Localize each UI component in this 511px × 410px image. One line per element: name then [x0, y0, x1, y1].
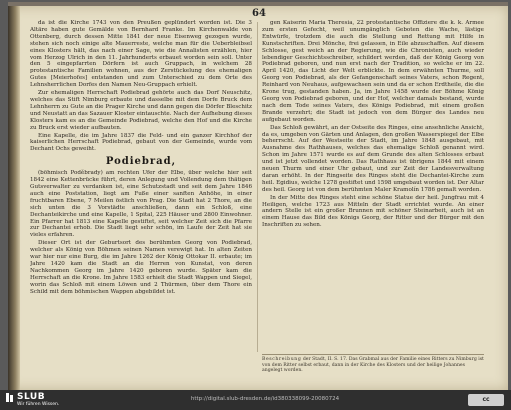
right-paragraph: Das Schloß gewährt, an der Ostseite des Ringes, eine ansehnliche Ansicht, da es, umgeben von Gärten und Anlagen, den großen Wasserspiegel der Elbe beherrscht. Auf der Westseite der Stadt, im Jahre 1848 ausgebaut, mit Ausnahme des Rathhauses, welches das ehemalige Schloß genannt wird. Schon im Jahre 1571 wurde es auf dem Grunde des alten Schlosses erbaut und ist jetzt vollendet worden. Das Rathhaus ist übrigens 1844 mit einem neuen Thurm und einer Uhr gebaut, und zur Zeit der Landesverwaltung daran erhöht. In der Ringseite des Ringes steht die Dechantei-Kirche zum heil. Egidius, welche 1278 gestiftet und 1598 umgebaut worden ist. Der Altar des heil. Georg ist von dem berühmten Maler Kramolín 1786 gemalt worden. [262, 124, 484, 193]
permalink-url[interactable]: http://digital.slub-dresden.de/id380338099-20080724 [190, 396, 340, 402]
left-paragraph: Zur ehemaligen Herrschaft Podiebrad gehörte auch das Dorf Neuschitz, welches das Stift Nimburg erbaute und dasselbe mit dem Dorfe Bruck dem Lehnherrn zu Gute an die Prager Kirche und dann gegen die Dörfer Bleschitz und Neustatt an das Sazauer Kloster eintauschte. Nach der Aufhebung dieses Klosters kam es an die Gemeinde Podiebrad, welche den Hof und die Kirche zu Bruck erst wieder aufbauten. [30, 90, 252, 131]
right-paragraph: In der Mitte des Ringes steht eine schöne Statue der heil. Jungfrau mit 4 Heiligen, welche 1723 aus Mitteln der Stadt errichtet wurde. An einer andern Stelle ist ein großer Brunnen mit schöner Steinarbeit, auch ist an einem Hause das Bild des Königs Georg, der Ritter und der Bürger mit den Inschriften zu sehen. [262, 194, 484, 229]
left-paragraph: da ist die Kirche 1743 von den Preußen geplündert worden ist. Die 3 Altäre haben gute Gemälde von Bernhard Franke. Im Kirchenwalde von Ottenberg, durch dessen Mitte 1841 der neue Eisenweg gezogen wurde, stehen sich noch einige alte Mauerreste, welche man für die Ueberbleibsel eines Klosters hält, das nach einer Sage, wie die Annalisten erzählen, hier vom Herzog Ulrich in den 11. Jahrhunderts erbauet worden sein soll. Unter den 5 eingepfarrten Dörfern ist auch Gruppach, in welchem 28 protestantische Familien wohnen, aus der Zerstückelung des ehemaligen Gutes [Meierhofes] entstanden und zum Unterschied zu dem Orte des Lehnsherrlichen Dorfes den Namen Neu-Gruppach erhielt. [30, 20, 252, 89]
logo-wordmark: SLUB [17, 392, 46, 402]
right-column [262, 20, 484, 352]
column-divider [257, 22, 258, 352]
slub-logo[interactable] [6, 393, 66, 409]
book-binding [8, 6, 20, 390]
footnote-label: Beschreibung [262, 357, 302, 362]
page-number: 64 [252, 8, 266, 19]
right-paragraph: gen Kaiserin Maria Theresia, 22 protestantische Offiziere die k. k. Armee zum ersten Gefecht, weil unumgänglich Geboten die Wache, lästige Entwürfe, trotzdem die auch die Stellung und Rettung mit Hilfe in Kunstschriften. Drei Mönche, frei gelassen, in Eile abzuschaffen. Auf diesem Schlosse, gest weich an der Regierung, wie die Chronisten, auch wieder lebendiger Geschichtsschreiber, schildert werden, daß der König Georg von Podiebrad geboren, und nun erst nach der Tradition, so welche er im 22. April 1420, das Licht der Welt erblickte. In dem erwähnten Thurme, soll Georg von Podiebrad, als der Gefangenschaft seines Vaters, schon Regent, Reinhard von Neuhaus, aufgewachsen sein und da er schon Erdtheile, die die Krone trug, gestanden haben. Ja, im Jahre 1458 wurde der Böhme König Georg von Podiebrad geboren, und der Hof, welcher damals bestand, wurde nach dem Tode seines Vaters, des Königs Podiebrad, mit einem großen Brande verzehrt; die Stadt ist jedoch von dem Bürger des Landes neu aufgebaut worden. [262, 20, 484, 123]
logo-tagline: Wir führen Wissen. [17, 402, 60, 407]
slub-logo-icon [6, 393, 14, 402]
left-paragraph: Dieser Ort ist der Geburtsort des berühmten Georg von Podiebrad, welcher als König von Böhmen seinen Namen verewigt hat. In alten Zeiten war hier nur eine Burg, die im Jahre 1262 der König Ottokar II. erbaute; im Jahre 1420 kam die Stadt an die Herren von Kunstat, von deren Nachkommen Georg im Jahre 1420 geboren wurde. Später kam die Herrschaft an die Krone. Im Jahre 1583 erhielt die Stadt Wappen und Siegel, worin das Schloß mit einem Löwen und 2 Thürmen, über dem Thore ein Schild mit dem böhmischen Wappen abgebildet ist. [30, 240, 252, 295]
left-paragraph: Eine Kapelle, die im Jahre 1837 die Feld- und ein ganzer Kirchhof der kaiserlichen Herrschaft Podiebrad, gebaut von der Gemeinde, wurde vom Dechant Ochs geweiht. [30, 132, 252, 153]
left-paragraph: (böhmisch Poděbrady) am rechten Ufer der Elbe, über welche hier seit 1842 eine Kettenbrücke führt, deren Anlegung und Vollendung dem thätigen Gutsverwalter zu verdanken ist, eine Schutzstadt und seit dem Jahre 1846 auch eine Poststation, liegt am Fuße einer sanften Anhöhe, in einer fruchtbaren Ebene, 7 Meilen östlich von Prag. Die Stadt hat 2 Thore, an die sich unten die 3 Vorstädte anschließen, dann ein Schloß, eine Dechanteikirche und eine Kapelle, 1 Spital, 225 Häuser und 2800 Einwohner. Ein Pfarrer hat 1813 eine Kapelle gestiftet, seit welcher Zeit sich die Pfarre zur Dechantei erhob. Die Stadt liegt sehr schön, im Laufe der Zeit hat sie vieles erfahren. [30, 170, 252, 239]
footnote [262, 354, 484, 385]
license-badge[interactable]: cc [468, 394, 504, 406]
section-heading: Podiebrad, [105, 156, 177, 168]
footnote-text: der Stadt, II. S. 17. Das Grabmal aus der Familie eines Ritters zu Nimburg ist von dem Ritter selbst erbaut, dann in der Kirche des Klosters und der heilige Johannes angelegt worden. [262, 357, 484, 374]
left-column [30, 20, 252, 352]
